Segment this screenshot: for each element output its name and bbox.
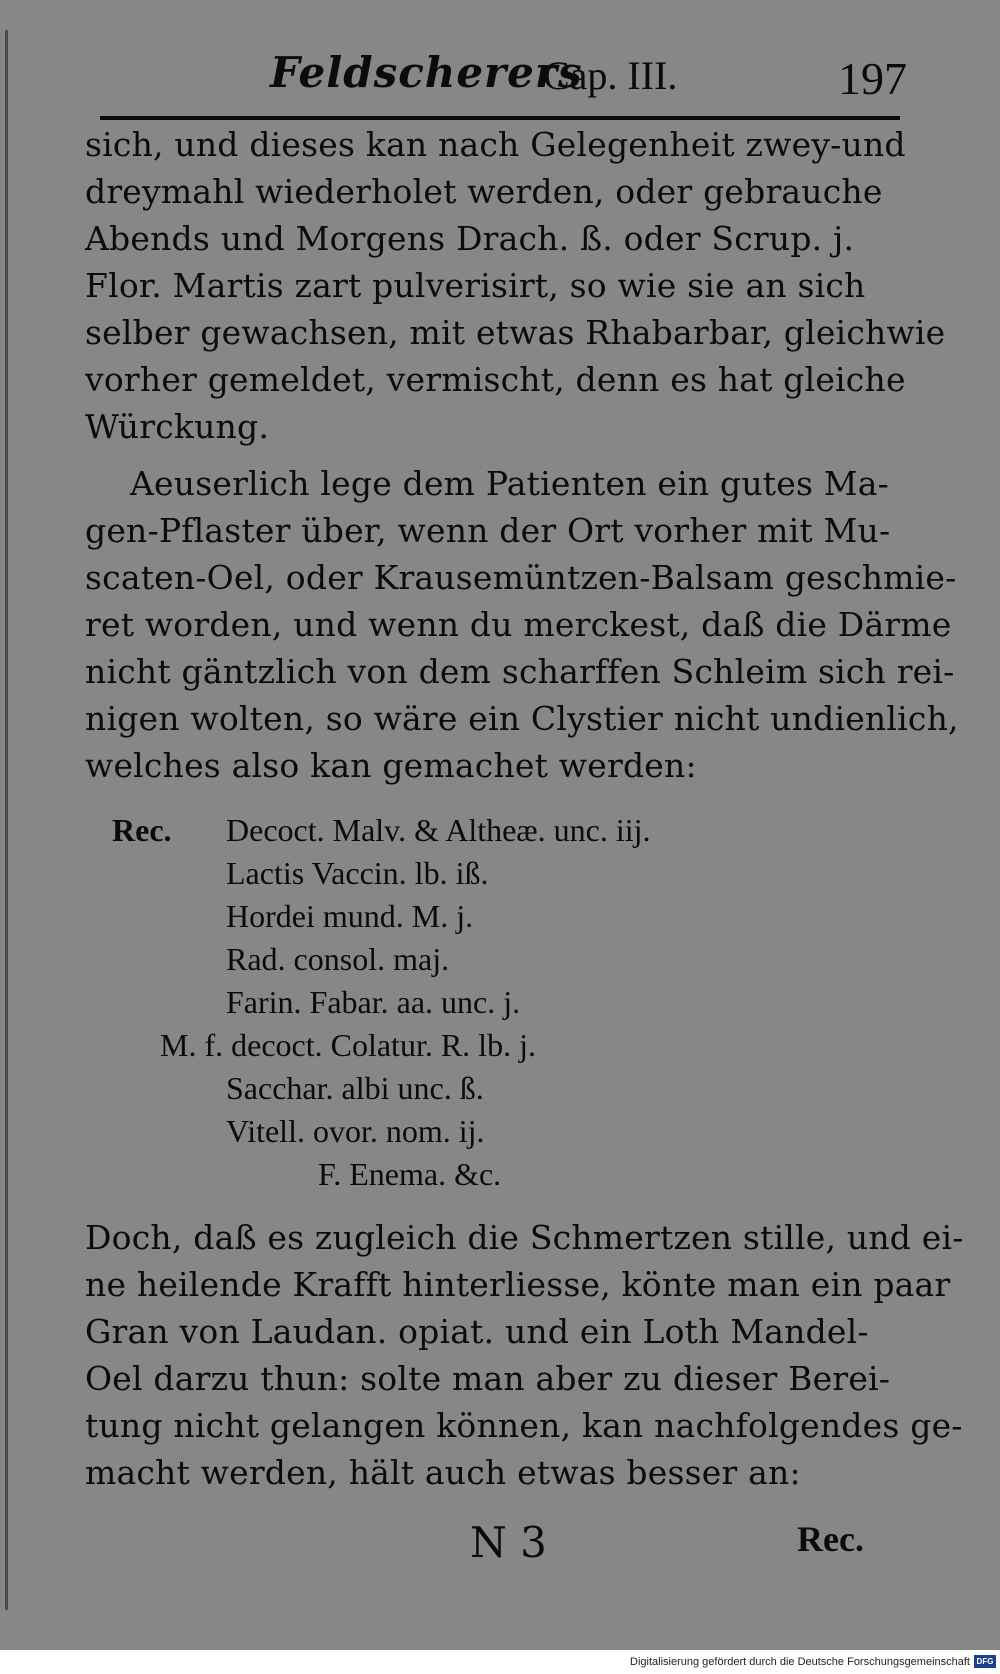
recipe-line: M. f. decoct. Colatur. R. lb. j. (160, 1027, 536, 1063)
recipe-label: Rec. (112, 812, 172, 848)
text-line: macht werden, hält auch etwas besser an: (85, 1453, 801, 1492)
catchword: Rec. (797, 1519, 864, 1559)
recipe-line: Hordei mund. M. j. (226, 898, 474, 934)
page-edge-rule (5, 30, 8, 1610)
text-line: selber gewachsen, mit etwas Rhabarbar, gleichwie (85, 313, 946, 352)
text-line: welches also kan gemachet werden: (85, 746, 697, 785)
text-line: Gran von Laudan. opiat. und ein Loth Mandel- (85, 1312, 869, 1351)
text-line: Oel darzu thun: solte man aber zu dieser Berei- (85, 1359, 891, 1398)
text-line: Würckung. (85, 407, 270, 446)
recipe-line: Decoct. Malv. & Altheæ. unc. iij. (226, 812, 651, 848)
recipe-line: Vitell. ovor. nom. ij. (226, 1113, 485, 1149)
text-line: Flor. Martis zart pulverisirt, so wie sie an sich (85, 266, 866, 305)
text-line: tung nicht gelangen können, kan nachfolgendes ge- (85, 1406, 963, 1445)
chapter-label: Cap. III. (543, 53, 678, 98)
signature-mark: N 3 (470, 1518, 547, 1567)
header-rule (100, 116, 900, 120)
recipe-line: Lactis Vaccin. lb. iß. (226, 855, 489, 891)
text-line: Doch, daß es zugleich die Schmertzen stille, und ei- (85, 1218, 964, 1257)
funding-credit[interactable]: Digitalisierung gefördert durch die Deutsche Forschungsgemeinschaft (630, 1656, 970, 1668)
text-line: ne heilende Krafft hinterliesse, könte man ein paar (85, 1265, 951, 1304)
recipe-line: Sacchar. albi unc. ß. (226, 1070, 484, 1106)
recipe-line: F. Enema. &c. (318, 1156, 502, 1192)
page-number: 197 (838, 53, 907, 104)
text-line: vorher gemeldet, vermischt, denn es hat gleiche (85, 360, 906, 399)
dfg-logo-icon[interactable]: DFG (974, 1655, 996, 1668)
text-line: nigen wolten, so wäre ein Clystier nicht undienlich, (85, 699, 959, 738)
recipe-line: Farin. Fabar. aa. unc. j. (226, 984, 521, 1020)
text-line: dreymahl wiederholet werden, oder gebrauche (85, 172, 883, 211)
text-line: scaten-Oel, oder Krausemüntzen-Balsam geschmie- (85, 558, 957, 597)
text-line: nicht gäntzlich von dem scharffen Schleim sich rei- (85, 652, 955, 691)
text-line: gen-Pflaster über, wenn der Ort vorher mit Mu- (85, 511, 891, 550)
text-line: ret worden, und wenn du merckest, daß die Därme (85, 605, 952, 644)
running-title: Feldscherers (270, 48, 583, 97)
text-line: sich, und dieses kan nach Gelegenheit zwey-und (85, 125, 906, 164)
text-line: Abends und Morgens Drach. ß. oder Scrup. j. (85, 219, 855, 258)
recipe-line: Rad. consol. maj. (226, 941, 450, 977)
text-line: Aeuserlich lege dem Patienten ein gutes Ma- (130, 464, 890, 503)
